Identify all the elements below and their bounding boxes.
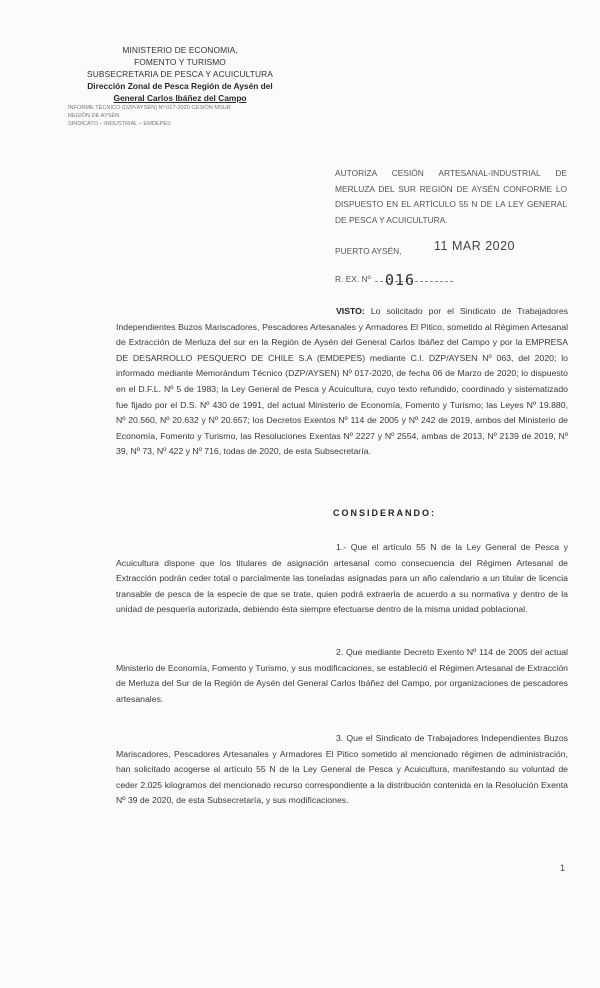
resolution-label: R. EX. Nº [335,274,371,284]
visto-text: Lo solicitado por el Sindicato de Trabajadores Independientes Buzos Mariscadores, Pescadores Artesanales y Armadores El Pitico, sometido al Régimen Artesanal de Extracción de Merluza del sur en la Región de Aysén del General Carlos Ibáñez del Campo y por la EMPRESA DE DESARROLLO PESQUERO DE CHILE S.A (EMDEPES) mediante C.I. DZP/AYSEN Nº 063, del 2020; lo informado mediante Memorándum Técnico (DZP/AYSEN) Nº 017-2020, de fecha 06 de Marzo de 2020; lo dispuesto en el D.F.L. Nº 5 de 1983; la Ley General de Pesca y Acuicultura, cuyo texto refundido, coordinado y sistematizado fue fijado por el D.S. Nº 430 de 1991, del actual Ministerio de Economía, Fomento y Turismo; las Leyes Nº 19.880, Nº 20.560, Nº 20.632 y Nº 20.657; los Decretos Exentos Nº 114 de 2005 y Nº 242 de 2019, ambos del Ministerio de Economía, Fomento y Turismo, las Resoluciones Exentas Nº 2227 y Nº 2554, ambas de 2013, Nº 2139 de 2019, Nº 39, Nº 73, Nº 422 y Nº 716, todas de 2020, de esta Subsecretaría. [116,306,568,457]
considerando-heading: CONSIDERANDO: [333,508,437,518]
letterhead [60,44,300,128]
considerando-3: 3. Que el Sindicato de Trabajadores Independientes Buzos Mariscadores, Pescadores Artesanales y Armadores El Pitico sometido al mencionado régimen de administración, han solicitado acogerse al artículo 55 N de la Ley General de Pesca y Acuicultura, manifestando su voluntad de ceder 2.025 kilogramos del mencionado recurso correspondiente a la distribución contenida en la Resolución Exenta Nº 39 de 2020, de esta Subsecretaría, y sus modificaciones. [116,733,568,806]
considerando-2: 2. Que mediante Decreto Exento Nº 114 de 2005 del actual Ministerio de Economía, Fomento y Turismo, y sus modificaciones, se estableció el Régimen Artesanal de Extracción de Merluza del Sur de la Región de Aysén del General Carlos Ibáñez del Campo, por organizaciones de pescadores artesanales. [116,647,568,704]
ministry-name: MINISTERIO DE ECONOMIA, [122,45,238,55]
zonal-direction: Dirección Zonal de Pesca Región de Aysén del [87,81,273,91]
page-number: 1 [560,863,566,873]
considerando-1: 1.- Que el artículo 55 N de la Ley General de Pesca y Acuicultura dispone que los titulares de asignación artesanal como consecuencia del Régimen Artesanal de Extracción podrán ceder total o parcialmente las toneladas asignadas para un año calendario a un titular de licencia transable de pesca de la especie de que se trate, quien podrá extraerla de acuerdo a su normativa y dentro de la unidad de pesquería autorizada, debiendo ésta siempre efectuarse dentro de la misma unidad poblacional. [116,542,568,615]
resolution-number: 016 [384,271,416,289]
reference-line-3: SINDICATO – INDUSTRIAL – EMDEPES [68,121,171,127]
place: PUERTO AYSÉN, [335,246,402,256]
resolution-number-blank [375,271,453,289]
date-stamp: 11 MAR 2020 [434,239,516,253]
resolution-number-line [335,271,453,289]
visto-label: VISTO: [336,306,365,316]
ministry-name-cont: FOMENTO Y TURISMO [134,57,226,67]
undersecretariat-name: SUBSECRETARIA DE PESCA Y ACUICULTURA [87,69,273,79]
reference-line-2: REGIÓN DE AYSÉN [68,113,120,119]
visto-paragraph [116,304,568,460]
zonal-direction-region: General Carlos Ibáñez del Campo [113,93,247,103]
reference-line-1: INFORME TÉCNICO (DZP/AYSÉN) Nº 017-2020 CESIÓN MSUR [68,105,231,111]
resolution-title: AUTORIZA CESIÓN ARTESANAL-INDUSTRIAL DE MERLUZA DEL SUR REGIÓN DE AYSÉN CONFORME LO DISPUESTO EN EL ARTÍCULO 55 N DE LA LEY GENERAL DE PESCA Y ACUICULTURA. [335,168,567,225]
